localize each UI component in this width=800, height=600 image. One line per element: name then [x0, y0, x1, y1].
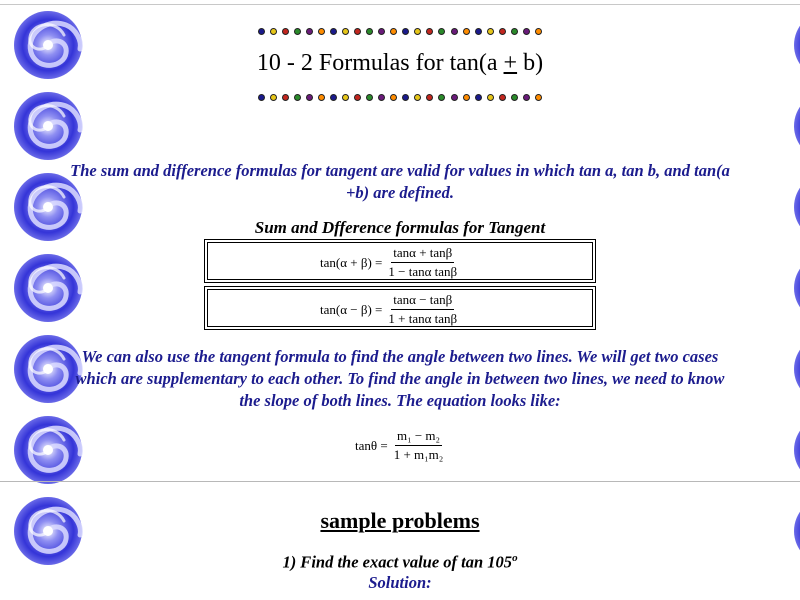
intro-paragraph: The sum and difference formulas for tangent are valid for values in which tan a, tan b, and tan(a +b) are defined. [70, 161, 730, 202]
dot [402, 28, 409, 35]
angle-formula-denominator: 1 + m₁m₂ [393, 447, 444, 462]
formula-heading: Sum and Dfference formulas for Tangent [254, 218, 546, 237]
sum-formula-box [204, 239, 596, 283]
diff-formula-box [204, 286, 596, 330]
solution-label: Solution: [368, 573, 432, 592]
angle-paragraph: We can also use the tangent formula to find the angle between two lines. We will get two cases which are supplementary to each other. To find the angle in between two lines, we need to know the slope of both lines. The equation looks like: [75, 347, 725, 410]
dot [499, 28, 506, 35]
sum-formula-lhs: tan(α + β) = [320, 254, 383, 270]
dot [402, 94, 409, 101]
spiral-icon [790, 412, 800, 488]
dot [306, 94, 313, 101]
dot [366, 94, 373, 101]
dot [523, 28, 530, 35]
dot [342, 94, 349, 101]
dot [451, 28, 458, 35]
dot [535, 94, 542, 101]
diff-formula-denominator: 1 + tanα tanβ [388, 311, 458, 326]
angle-formula [355, 428, 445, 463]
dot [438, 94, 445, 101]
decorative-dots-bottom [258, 92, 542, 102]
spiral-icon [10, 88, 86, 164]
spiral-icon [10, 250, 86, 326]
sum-formula [320, 245, 459, 280]
spiral-icon [790, 250, 800, 326]
dot [451, 94, 458, 101]
dot [330, 28, 337, 35]
top-rule [0, 4, 800, 5]
page-title [0, 50, 800, 77]
dot [535, 28, 542, 35]
section-divider [0, 481, 800, 482]
dot [523, 94, 530, 101]
dot [511, 28, 518, 35]
dot [354, 28, 361, 35]
problem-1 [0, 552, 800, 573]
title-prefix: 10 - 2 Formulas for tan(a [256, 50, 504, 76]
dot [475, 28, 482, 35]
dot [463, 94, 470, 101]
dot [414, 94, 421, 101]
dot [487, 28, 494, 35]
diff-formula-lhs: tan(α − β) = [320, 301, 383, 317]
dot [258, 94, 265, 101]
dot [414, 28, 421, 35]
dot [438, 28, 445, 35]
dot [270, 28, 277, 35]
section-title: sample problems [320, 508, 480, 533]
dot [294, 28, 301, 35]
dot [487, 94, 494, 101]
dot [342, 28, 349, 35]
sum-formula-denominator: 1 − tanα tanβ [388, 264, 458, 279]
dot [378, 94, 385, 101]
dot [306, 28, 313, 35]
title-plus-minus: + [503, 50, 518, 76]
angle-formula-lhs: tanθ = [355, 437, 388, 453]
title-suffix: b) [517, 50, 544, 76]
dot [282, 94, 289, 101]
dot [318, 28, 325, 35]
spiral-icon [10, 412, 86, 488]
dot [463, 28, 470, 35]
dot [511, 94, 518, 101]
angle-formula-numerator: m₁ − m₂ [395, 428, 442, 446]
dot [294, 94, 301, 101]
dot [475, 94, 482, 101]
dot [426, 94, 433, 101]
spiral-icon [790, 331, 800, 407]
decorative-dots-top [258, 26, 542, 36]
diff-formula-numerator: tanα − tanβ [391, 292, 454, 310]
dot [354, 94, 361, 101]
dot [390, 28, 397, 35]
degree-superscript: o [512, 552, 518, 564]
dot [270, 94, 277, 101]
dot [366, 28, 373, 35]
dot [378, 28, 385, 35]
dot [499, 94, 506, 101]
dot [330, 94, 337, 101]
diff-formula [320, 292, 459, 327]
spiral-icon [790, 88, 800, 164]
dot [318, 94, 325, 101]
sum-formula-numerator: tanα + tanβ [391, 245, 454, 263]
dot [258, 28, 265, 35]
dot [282, 28, 289, 35]
dot [426, 28, 433, 35]
problem-text: 1) Find the exact value of tan 105 [282, 552, 513, 572]
dot [390, 94, 397, 101]
